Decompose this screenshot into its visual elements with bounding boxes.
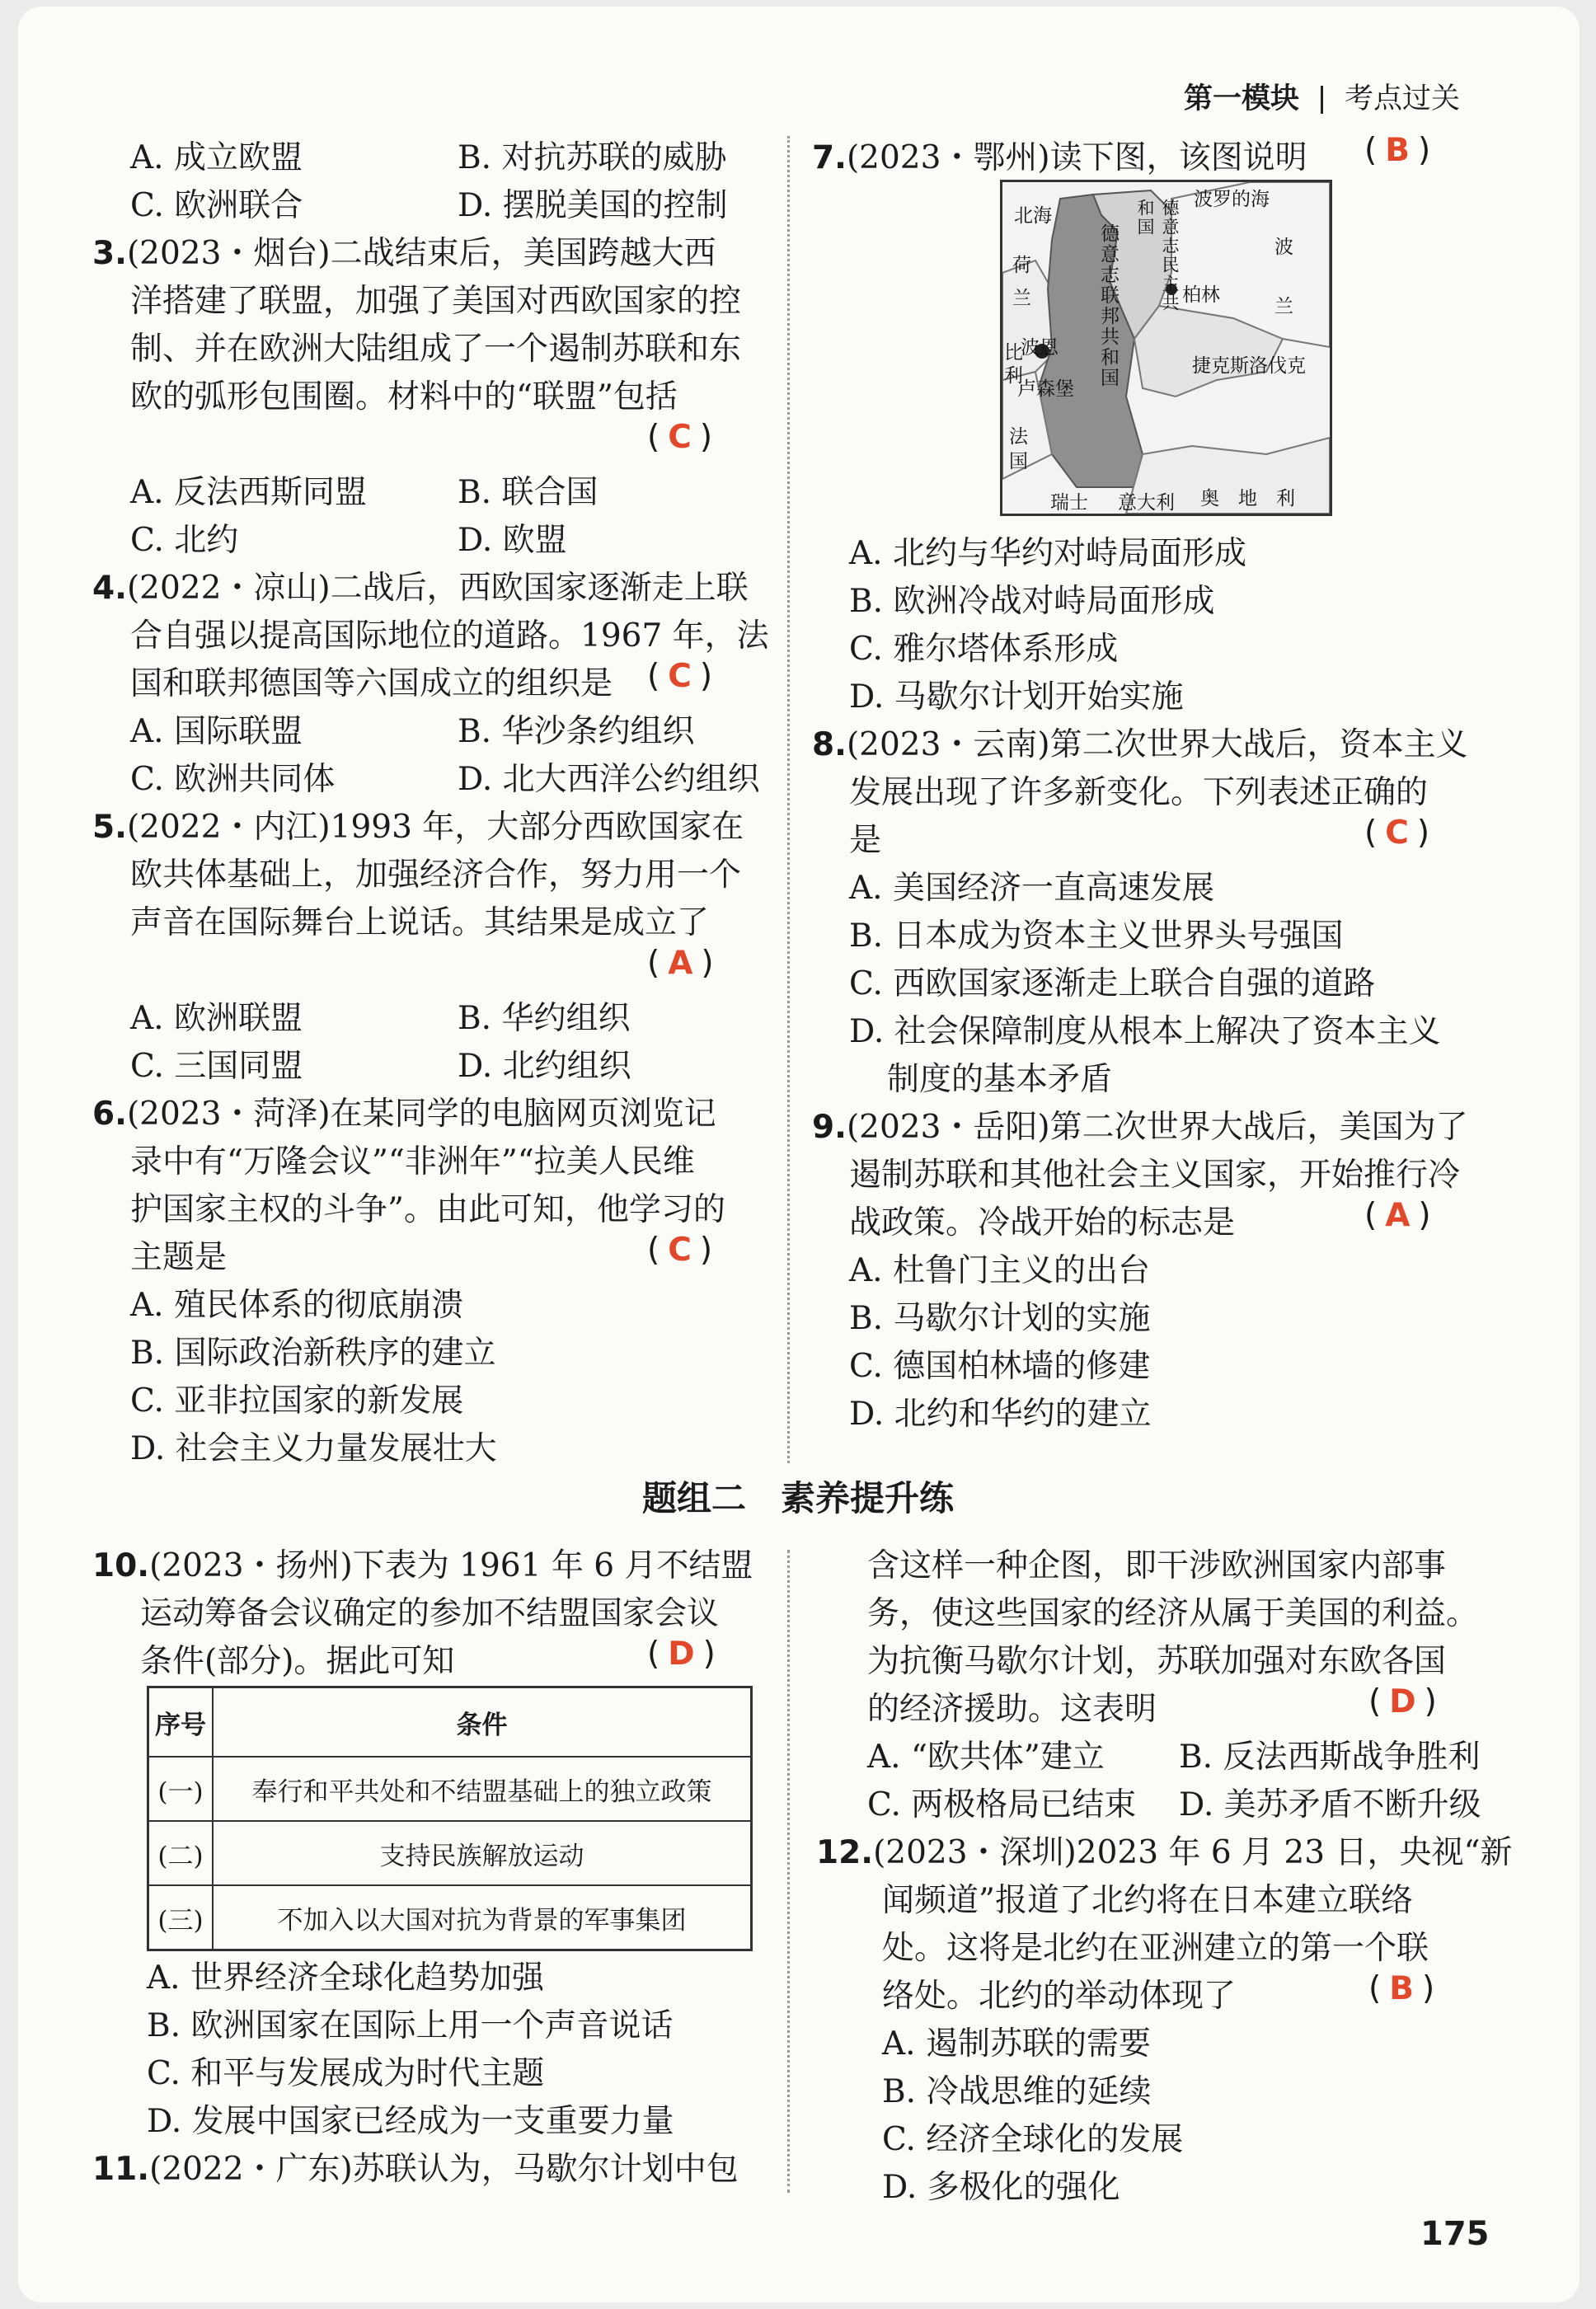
q11-option-b: B. 反法西斯战争胜利 (1179, 1739, 1481, 1776)
q11-line-5: 的经济援助。这表明 (867, 1691, 1157, 1728)
q6-line-4: 主题是 (130, 1239, 228, 1276)
q3-option-c: C. 北约 (130, 522, 239, 559)
q3-line-2: 洋搭建了联盟，加强了美国对西欧国家的控 (130, 283, 742, 320)
q6-option-d: D. 社会主义力量发展壮大 (130, 1430, 497, 1467)
q8-option-b: B. 日本成为资本主义世界头号强国 (849, 917, 1344, 955)
q5-number: 5. (92, 809, 127, 846)
conditions-table (147, 1686, 753, 1951)
page-number: 175 (1420, 2215, 1490, 2253)
question-8 (812, 719, 1468, 765)
q11-line-1: (2022・广东)苏联认为，马歇尔计划中包 (149, 2151, 739, 2188)
q12-line-1: (2023・深圳)2023 年 6 月 23 日，央视“新 (873, 1834, 1513, 1871)
map-label-frg: 德意志联邦共和国 (1097, 223, 1119, 388)
q9-option-a: A. 杜鲁门主义的出台 (849, 1252, 1150, 1289)
map-label-italy: 意大利 (1118, 492, 1175, 514)
q5-line-3: 声音在国际舞台上说话。其结果是成立了 (130, 904, 710, 941)
map-label-bonn: 波恩 (1021, 337, 1059, 359)
q7-option-a: A. 北约与华约对峙局面形成 (849, 535, 1246, 572)
map-label-france-1: 法 (1009, 426, 1028, 448)
q3-line-3: 制、并在欧洲大陆组成了一个遏制苏联和东 (130, 331, 742, 368)
q6-number: 6. (92, 1096, 127, 1133)
column-divider (787, 136, 790, 1463)
q3-number: 3. (92, 235, 127, 272)
q11-answer: ( D ) (1368, 1683, 1437, 1720)
group-title: 题组二 素养提升练 (641, 1478, 954, 1518)
q12-answer-letter: B (1389, 1970, 1414, 2007)
question-4 (92, 562, 749, 608)
map-label-baltic: 波罗的海 (1194, 189, 1270, 210)
map-label-netherlands-2: 兰 (1012, 288, 1031, 309)
q12-number: 12. (816, 1834, 874, 1871)
q2-option-d: D. 摆脱美国的控制 (458, 187, 728, 224)
q11-option-a: A. “欧共体”建立 (867, 1739, 1105, 1776)
q4-option-c: C. 欧洲共同体 (130, 761, 336, 798)
q10-answer-letter: D (668, 1636, 695, 1673)
q7-number: 7. (812, 139, 847, 176)
q2-option-a: A. 成立欧盟 (130, 139, 303, 176)
q10-answer: ( D ) (647, 1636, 716, 1673)
q11-line-2: 含这样一种企图，即干涉欧洲国家内部事 (867, 1547, 1447, 1584)
q10-option-b: B. 欧洲国家在国际上用一个声音说话 (147, 2007, 674, 2044)
table-row (148, 1885, 752, 1950)
q7-text: (2023・鄂州)读下图，该图说明 (846, 139, 1307, 176)
map-label-poland-2: 兰 (1274, 296, 1293, 317)
table-row (148, 1821, 752, 1885)
q12-answer: ( B ) (1368, 1970, 1435, 2007)
q11-line-4: 为抗衡马歇尔计划，苏联加强对东欧各国 (867, 1643, 1447, 1680)
q9-answer-letter: A (1385, 1197, 1411, 1234)
map-label-belgium-1: 比 (1004, 342, 1023, 364)
q9-line-2: 遏制苏联和其他社会主义国家，开始推行冷 (849, 1157, 1461, 1194)
q4-line-2: 合自强以提高国际地位的道路。1967 年，法 (130, 617, 769, 655)
q10-line-2: 运动筹备会议确定的参加不结盟国家会议 (140, 1595, 720, 1632)
table-cell-condition: 支持民族解放运动 (213, 1821, 752, 1885)
table-header-condition: 条件 (213, 1687, 752, 1758)
table-cell-condition: 奉行和平共处和不结盟基础上的独立政策 (213, 1757, 752, 1821)
q11-option-d: D. 美苏矛盾不断升级 (1179, 1786, 1481, 1823)
q4-answer-letter: C (668, 658, 692, 695)
q8-line-1: (2023・云南)第二次世界大战后，资本主义 (846, 726, 1468, 763)
section-label: 考点过关 (1344, 82, 1460, 115)
header-separator (1321, 86, 1323, 114)
table-header-row (148, 1687, 752, 1758)
q12-line-3: 处。这将是北约在亚洲建立的第一个联 (882, 1930, 1429, 1967)
map-label-north-sea: 北海 (1014, 205, 1052, 227)
q3-line-1: (2023・烟台)二战结束后，美国跨越大西 (126, 235, 716, 272)
q6-answer: ( C ) (647, 1232, 713, 1269)
q9-line-3: 战政策。冷战开始的标志是 (849, 1204, 1236, 1241)
q9-line-1: (2023・岳阳)第二次世界大战后，美国为了 (846, 1109, 1468, 1146)
q5-option-c: C. 三国同盟 (130, 1048, 303, 1085)
q5-line-2: 欧共体基础上，加强经济合作，努力用一个 (130, 856, 742, 894)
table-row (148, 1757, 752, 1821)
q4-option-d: D. 北大西洋公约组织 (458, 761, 760, 798)
q8-option-a: A. 美国经济一直高速发展 (849, 870, 1214, 907)
table-cell-number: (二) (148, 1821, 214, 1885)
q9-option-c: C. 德国柏林墙的修建 (849, 1348, 1151, 1385)
question-9 (812, 1101, 1468, 1147)
q8-option-d-line-2: 制度的基本矛盾 (887, 1061, 1113, 1098)
q12-line-4: 络处。北约的举动体现了 (882, 1978, 1237, 2015)
map-label-czech: 捷克斯洛伐克 (1192, 355, 1306, 377)
q3-line-4: 欧的弧形包围圈。材料中的“联盟”包括 (130, 378, 678, 415)
q4-line-1: (2022・凉山)二战后，西欧国家逐渐走上联 (126, 570, 749, 607)
q8-line-3: 是 (849, 822, 882, 859)
q12-option-d: D. 多极化的强化 (882, 2169, 1120, 2206)
question-3 (92, 228, 716, 274)
map-label-berlin: 柏林 (1182, 284, 1220, 306)
q9-option-b: B. 马歇尔计划的实施 (849, 1300, 1151, 1337)
q10-line-3: 条件(部分)。据此可知 (140, 1643, 455, 1680)
column-divider-lower (787, 1550, 790, 2193)
q12-option-b: B. 冷战思维的延续 (882, 2073, 1152, 2110)
map-label-netherlands-1: 荷 (1012, 255, 1031, 276)
question-12 (816, 1827, 1512, 1873)
q3-option-d: D. 欧盟 (458, 522, 567, 559)
q2-option-b: B. 对抗苏联的威胁 (458, 139, 727, 176)
q4-answer: ( C ) (647, 658, 713, 695)
q6-line-1: (2023・菏泽)在某同学的电脑网页浏览记 (126, 1096, 716, 1133)
q9-option-d: D. 北约和华约的建立 (849, 1396, 1152, 1433)
q9-answer: ( A ) (1364, 1197, 1431, 1234)
module-label: 第一模块 (1183, 82, 1299, 115)
q8-number: 8. (812, 726, 847, 763)
question-10 (92, 1540, 753, 1586)
map-label-belgium-2: 利 (1004, 365, 1023, 387)
q4-option-a: A. 国际联盟 (130, 713, 303, 750)
q6-option-c: C. 亚非拉国家的新发展 (130, 1382, 464, 1420)
table-cell-condition: 不加入以大国对抗为背景的军事集团 (213, 1885, 752, 1950)
map-label-gdr: 德意志民主共和国 (1135, 199, 1180, 312)
q12-option-a: A. 遏制苏联的需要 (882, 2025, 1151, 2063)
q3-option-b: B. 联合国 (458, 474, 598, 511)
map-label-france-2: 国 (1009, 451, 1028, 472)
q10-line-1: (2023・扬州)下表为 1961 年 6 月不结盟 (149, 1547, 753, 1584)
q8-answer: ( C ) (1364, 814, 1430, 852)
map-label-poland-1: 波 (1274, 237, 1293, 258)
q8-line-2: 发展出现了许多新变化。下列表述正确的 (849, 774, 1429, 811)
table-cell-number: (一) (148, 1757, 214, 1821)
q7-option-b: B. 欧洲冷战对峙局面形成 (849, 583, 1215, 620)
q3-answer-letter: C (668, 419, 692, 456)
q6-line-2: 录中有“万隆会议”“非洲年”“拉美人民维 (130, 1143, 695, 1180)
q5-answer-letter: A (668, 945, 693, 982)
question-6 (92, 1088, 716, 1134)
question-5 (92, 801, 744, 847)
q5-line-1: (2022・内江)1993 年，大部分西欧国家在 (126, 809, 744, 846)
q2-option-c: C. 欧洲联合 (130, 187, 303, 224)
q3-answer: ( C ) (647, 419, 713, 456)
q5-option-a: A. 欧洲联盟 (130, 1000, 303, 1037)
q4-number: 4. (92, 570, 127, 607)
q6-option-a: A. 殖民体系的彻底崩溃 (130, 1287, 463, 1324)
q8-answer-letter: C (1385, 814, 1409, 852)
q6-option-b: B. 国际政治新秩序的建立 (130, 1335, 496, 1372)
q4-line-3: 国和联邦德国等六国成立的组织是 (130, 665, 613, 702)
q7-answer: ( B ) (1364, 132, 1431, 169)
q12-option-c: C. 经济全球化的发展 (882, 2121, 1184, 2158)
q10-number: 10. (92, 1547, 150, 1584)
map-label-swiss: 瑞士 (1050, 492, 1088, 514)
q10-option-c: C. 和平与发展成为时代主题 (147, 2055, 545, 2092)
q6-answer-letter: C (668, 1232, 692, 1269)
q6-line-3: 护国家主权的斗争”。由此可知，他学习的 (130, 1191, 725, 1228)
q5-option-d: D. 北约组织 (458, 1048, 631, 1085)
q11-answer-letter: D (1389, 1683, 1416, 1720)
running-header (1184, 76, 1460, 117)
q11-number: 11. (92, 2151, 150, 2188)
q8-option-c: C. 西欧国家逐渐走上联合自强的道路 (849, 965, 1376, 1002)
question-7 (812, 132, 1307, 178)
q7-option-d: D. 马歇尔计划开始实施 (849, 678, 1184, 716)
q7-answer-letter: B (1385, 132, 1410, 169)
q5-answer: ( A ) (647, 945, 714, 982)
q10-option-d: D. 发展中国家已经成为一支重要力量 (147, 2103, 674, 2140)
question-11 (92, 2143, 739, 2189)
map-label-austria: 奥 地 利 (1200, 488, 1295, 509)
map-label-lux: 卢森堡 (1017, 378, 1074, 400)
q10-option-a: A. 世界经济全球化趋势加强 (147, 1959, 544, 1997)
q12-line-2: 闻频道”报道了北约将在日本建立联络 (882, 1882, 1413, 1919)
table-cell-number: (三) (148, 1885, 214, 1950)
q4-option-b: B. 华沙条约组织 (458, 713, 695, 750)
europe-map (1000, 180, 1332, 516)
q11-line-3: 务，使这些国家的经济从属于美国的利益。 (867, 1595, 1479, 1632)
q7-option-c: C. 雅尔塔体系形成 (849, 631, 1119, 668)
q8-option-d-line-1: D. 社会保障制度从根本上解决了资本主义 (849, 1013, 1441, 1050)
q9-number: 9. (812, 1109, 847, 1146)
q3-option-a: A. 反法西斯同盟 (130, 474, 367, 511)
q11-option-c: C. 两极格局已结束 (867, 1786, 1137, 1823)
table-header-number: 序号 (148, 1687, 214, 1758)
q5-option-b: B. 华约组织 (458, 1000, 631, 1037)
